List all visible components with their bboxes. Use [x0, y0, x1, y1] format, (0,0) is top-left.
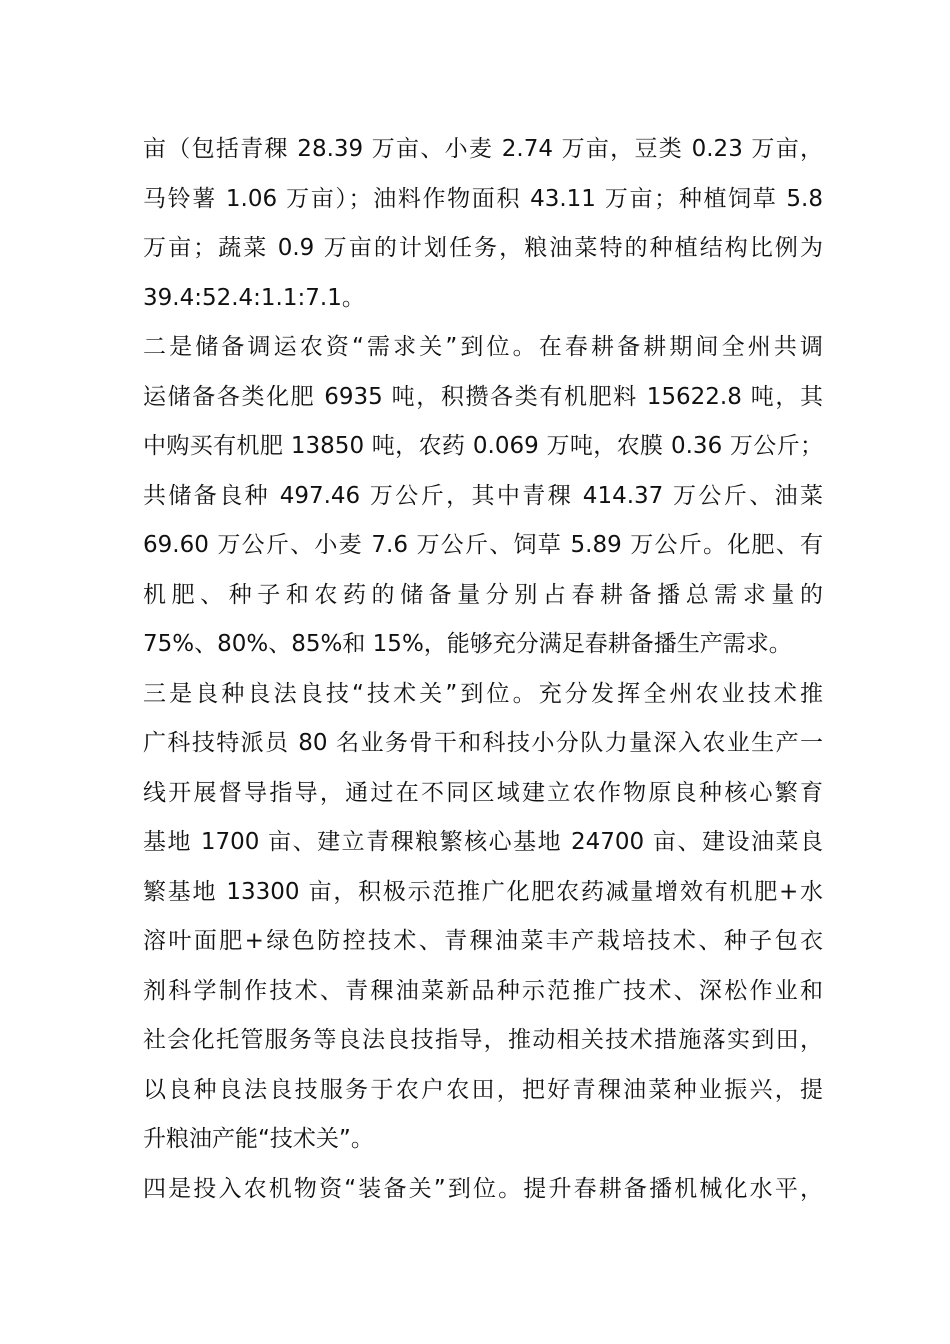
text-line-11: 75%、80%、85%和 15%，能够充分满足春耕备播生产需求。 [143, 631, 792, 657]
text-line-20: 以良种良法良技服务于农户农田，把好青稞油菜种业振兴，提 [143, 1076, 823, 1103]
text-line-8: 共储备良种 497.46 万公斤，其中青稞 414.37 万公斤、油菜 [143, 482, 823, 509]
text-line-3: 万亩；蔬菜 0.9 万亩的计划任务，粮油菜特的种植结构比例为 [143, 235, 823, 261]
paragraph-2-heading-line: 二是储备调运农资“需求关”到位。在春耕备耕期间全州共调 [143, 334, 823, 360]
paragraph-4-heading-line: 四是投入农机物资“装备关”到位。提升春耕备播机械化水平， [143, 1175, 823, 1202]
text-line-9: 69.60 万公斤、小麦 7.6 万公斤、饲草 5.89 万公斤。化肥、有 [143, 532, 823, 558]
text-line-7: 中购买有机肥 13850 吨，农药 0.069 万吨，农膜 0.36 万公斤； [143, 433, 823, 459]
text-line-4: 39.4:52.4:1.1:7.1。 [143, 284, 365, 311]
body-text [143, 125, 823, 1214]
text-line-1: 亩（包括青稞 28.39 万亩、小麦 2.74 万亩，豆类 0.23 万亩， [143, 136, 823, 162]
text-line-10: 机肥、种子和农药的储备量分别占春耕备播总需求量的 [143, 581, 823, 608]
text-line-17: 溶叶面肥+绿色防控技术、青稞油菜丰产栽培技术、种子包衣 [143, 928, 823, 954]
text-line-18: 剂科学制作技术、青稞油菜新品种示范推广技术、深松作业和 [143, 977, 823, 1004]
text-line-2: 马铃薯 1.06 万亩）；油料作物面积 43.11 万亩；种植饲草 5.8 [143, 185, 823, 212]
text-line-6: 运储备各类化肥 6935 吨，积攒各类有机肥料 15622.8 吨，其 [143, 383, 823, 410]
text-line-14: 线开展督导指导，通过在不同区域建立农作物原良种核心繁育 [143, 779, 823, 806]
text-line-16: 繁基地 13300 亩，积极示范推广化肥农药减量增效有机肥+水 [143, 878, 823, 905]
paragraph-3-heading-line: 三是良种良法良技“技术关”到位。充分发挥全州农业技术推 [143, 680, 823, 707]
text-line-15: 基地 1700 亩、建立青稞粮繁核心基地 24700 亩、建设油菜良 [143, 829, 823, 855]
text-line-13: 广科技特派员 80 名业务骨干和科技小分队力量深入农业生产一 [143, 730, 823, 756]
text-line-19: 社会化托管服务等良法良技指导，推动相关技术措施落实到田， [143, 1027, 823, 1053]
text-line-21: 升粮油产能“技术关”。 [143, 1126, 374, 1152]
